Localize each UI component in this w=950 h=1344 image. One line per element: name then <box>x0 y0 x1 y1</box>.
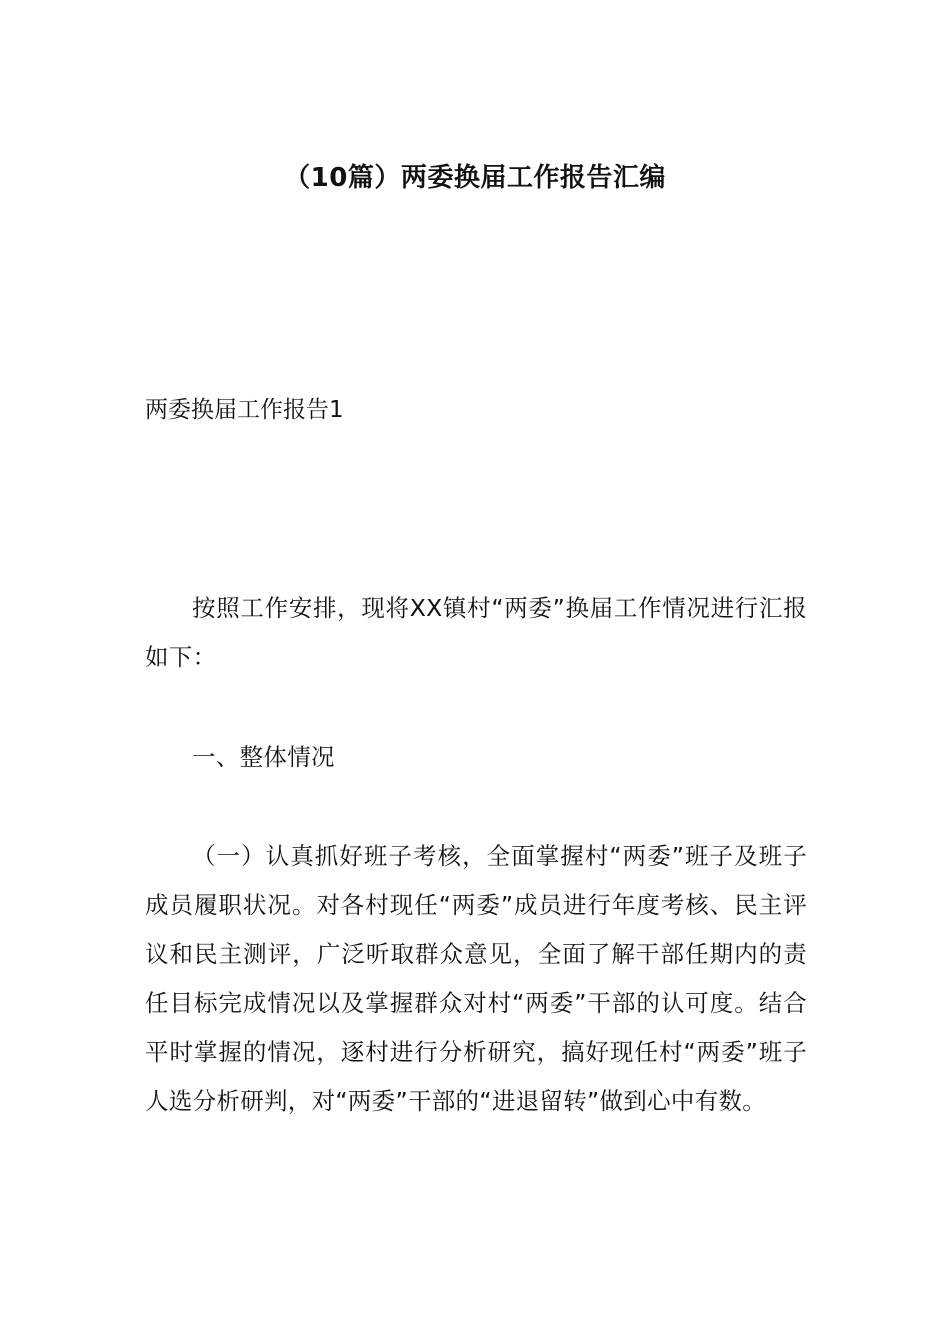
document-title: （10篇）两委换届工作报告汇编 <box>284 163 666 193</box>
section-heading-overall: 一、整体情况 <box>192 743 335 771</box>
subsection-paragraph: （一）认真抓好班子考核，全面掌握村“两委”班子及班子成员履职状况。对各村现任“两委”成员进行年度考核、民主评议和民主测评，广泛听取群众意见，全面了解干部任期内的责任目标完成情况以及掌握群众对村“两委”干部的认可度。结合平时掌握的情况，逐村进行分析研究，搞好现任村“两委”班子人选分析研判，对“两委”干部的“进退留转”做到心中有数。 <box>145 842 807 1115</box>
intro-paragraph: 按照工作安排，现将XX镇村“两委”换届工作情况进行汇报如下： <box>145 594 807 671</box>
report-heading: 两委换届工作报告1 <box>145 397 344 423</box>
